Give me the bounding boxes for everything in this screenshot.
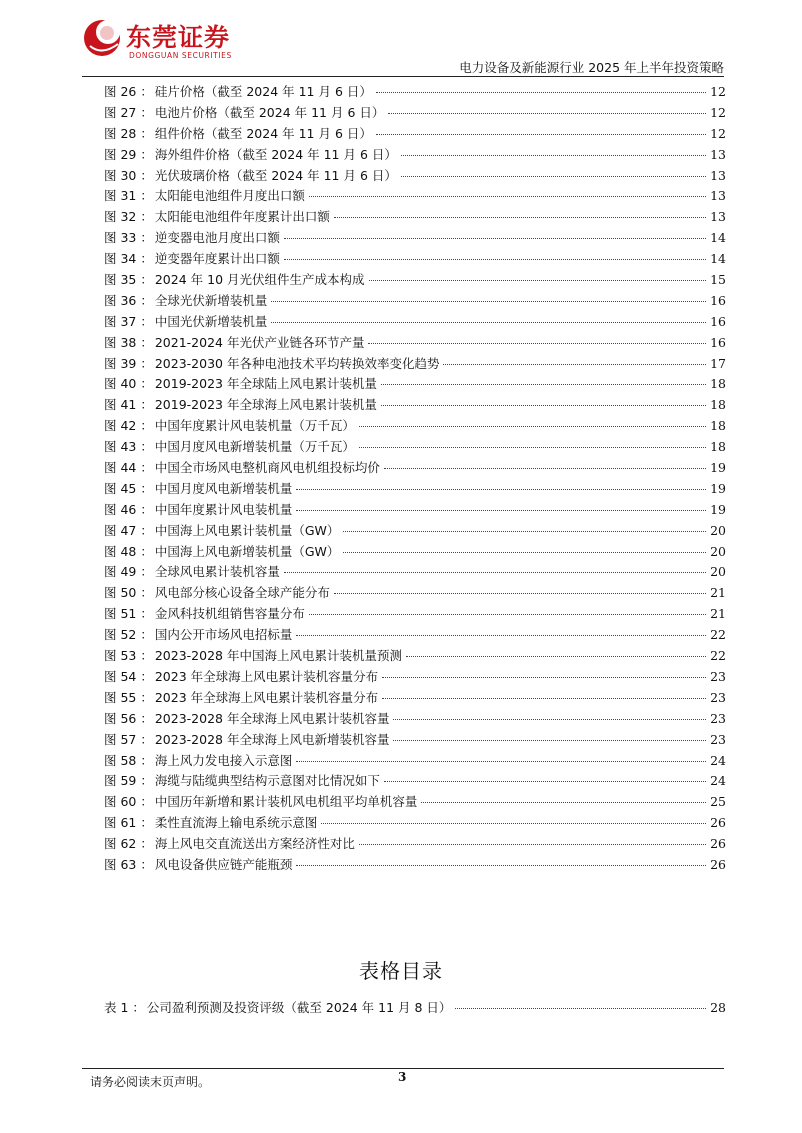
- toc-entry-page: 21: [710, 585, 726, 601]
- toc-entry-page: 24: [710, 773, 726, 789]
- toc-entry[interactable]: [104, 751, 726, 772]
- tables-section-heading: 表格目录: [359, 959, 443, 983]
- toc-entry-title: 柔性直流海上输电系统示意图: [154, 815, 318, 831]
- toc-entry-label: 图 37 ：: [104, 313, 153, 329]
- toc-entry-label: 图 34 ：: [104, 251, 153, 267]
- toc-entry-title: 全球风电累计装机容量: [154, 564, 280, 580]
- toc-entry-label: 图 50 ：: [104, 585, 153, 601]
- toc-entry-title: 风电设备供应链产能瓶颈: [154, 856, 293, 872]
- toc-entry-page: 13: [710, 146, 726, 162]
- toc-entry[interactable]: [104, 437, 726, 458]
- toc-entry-label: 图 60 ：: [104, 794, 153, 810]
- toc-entry-page: 23: [710, 668, 726, 684]
- dot-leader: [421, 802, 706, 803]
- toc-entry[interactable]: [104, 855, 726, 876]
- toc-entry-page: 20: [710, 543, 726, 559]
- toc-entry[interactable]: [104, 207, 726, 228]
- dot-leader: [309, 196, 706, 197]
- toc-entry-title: 中国月度风电新增装机量（万千瓦）: [154, 439, 355, 455]
- toc-entry[interactable]: [104, 500, 726, 521]
- dot-leader: [382, 698, 706, 699]
- toc-entry-page: 20: [710, 564, 726, 580]
- dot-leader: [284, 259, 706, 260]
- dot-leader: [334, 593, 706, 594]
- toc-entry[interactable]: [104, 521, 726, 542]
- toc-entry[interactable]: [104, 124, 726, 145]
- toc-entry-label: 图 61 ：: [104, 815, 153, 831]
- toc-entry-title: 全球光伏新增装机量: [154, 292, 268, 308]
- dot-leader: [401, 155, 706, 156]
- toc-entry[interactable]: [104, 82, 726, 103]
- dot-leader: [384, 468, 706, 469]
- dot-leader: [368, 343, 706, 344]
- toc-entry-label: 图 35 ：: [104, 272, 153, 288]
- toc-entry-label: 图 49 ：: [104, 564, 153, 580]
- logo-english-name: DONGGUAN SECURITIES: [129, 51, 232, 60]
- toc-entry-page: 23: [710, 689, 726, 705]
- toc-entry-title: 电池片价格（截至 2024 年 11 月 6 日）: [154, 104, 385, 120]
- toc-entry-label: 图 51 ：: [104, 606, 153, 622]
- toc-entry-title: 2024 年 10 月光伏组件生产成本构成: [154, 272, 365, 288]
- toc-entry-label: 图 47 ：: [104, 522, 153, 538]
- toc-entry-page: 23: [710, 731, 726, 747]
- toc-entry-page: 18: [710, 418, 726, 434]
- toc-entry-page: 22: [710, 648, 726, 664]
- dot-leader: [334, 217, 706, 218]
- toc-entry[interactable]: [104, 270, 726, 291]
- toc-entry-label: 图 57 ：: [104, 731, 153, 747]
- toc-entry-label: 图 56 ：: [104, 710, 153, 726]
- toc-entry-title: 2023-2028 年全球海上风电新增装机容量: [154, 731, 390, 747]
- toc-entry-label: 表 1 ：: [104, 1000, 145, 1015]
- toc-entry-label: 图 28 ：: [104, 125, 153, 141]
- toc-entry-title: 2023-2028 年中国海上风电累计装机量预测: [154, 648, 402, 664]
- toc-entry[interactable]: [104, 813, 726, 834]
- toc-entry[interactable]: [104, 688, 726, 709]
- logo-mark-icon: [82, 16, 126, 60]
- toc-entry-page: 16: [710, 292, 726, 308]
- toc-entry-label: 图 54 ：: [104, 668, 153, 684]
- dot-leader: [388, 113, 706, 114]
- toc-entry-title: 2023-2028 年全球海上风电累计装机容量: [154, 710, 390, 726]
- toc-entry-title: 中国历年新增和累计装机风电机组平均单机容量: [154, 794, 418, 810]
- toc-entry-page: 17: [710, 355, 726, 371]
- toc-entry-title: 逆变器年度累计出口额: [154, 251, 280, 267]
- dot-leader: [381, 384, 706, 385]
- toc-entry-page: 13: [710, 188, 726, 204]
- toc-entry-title: 中国全市场风电整机商风电机组投标均价: [154, 460, 380, 476]
- toc-entry-page: 19: [710, 501, 726, 517]
- toc-entry-page: 23: [710, 710, 726, 726]
- toc-entry-title: 太阳能电池组件月度出口额: [154, 188, 305, 204]
- toc-entry[interactable]: [104, 166, 726, 187]
- toc-entry-label: 图 32 ：: [104, 209, 153, 225]
- dot-leader: [369, 280, 707, 281]
- toc-entry-title: 海外组件价格（截至 2024 年 11 月 6 日）: [154, 146, 397, 162]
- toc-entry-page: 13: [710, 209, 726, 225]
- toc-entry[interactable]: [104, 646, 726, 667]
- toc-entry-page: 21: [710, 606, 726, 622]
- toc-entry-page: 12: [710, 84, 726, 99]
- toc-entry-title: 中国年度累计风电装机量: [154, 501, 293, 517]
- dot-leader: [359, 447, 706, 448]
- dot-leader: [455, 1008, 706, 1009]
- toc-entry-label: 图 59 ：: [104, 773, 153, 789]
- toc-entry[interactable]: [104, 186, 726, 207]
- table-list: [104, 998, 726, 1019]
- dot-leader: [376, 134, 706, 135]
- dot-leader: [384, 781, 706, 782]
- toc-entry-title: 光伏玻璃价格（截至 2024 年 11 月 6 日）: [154, 167, 397, 183]
- toc-entry-page: 28: [710, 1000, 726, 1015]
- dot-leader: [309, 614, 706, 615]
- dot-leader: [343, 552, 706, 553]
- dot-leader: [401, 176, 706, 177]
- page-header: [0, 0, 802, 80]
- toc-entry[interactable]: [104, 583, 726, 604]
- dot-leader: [271, 322, 706, 323]
- toc-entry[interactable]: [104, 291, 726, 312]
- toc-entry-page: 16: [710, 334, 726, 350]
- toc-entry-page: 18: [710, 397, 726, 413]
- toc-entry-page: 14: [710, 230, 726, 246]
- toc-entry-label: 图 43 ：: [104, 439, 153, 455]
- header-divider: [82, 76, 724, 77]
- dot-leader: [296, 865, 706, 866]
- toc-entry-page: 20: [710, 522, 726, 538]
- toc-entry[interactable]: [104, 998, 726, 1019]
- page-number: 3: [398, 1070, 407, 1084]
- toc-entry-page: 15: [710, 272, 726, 288]
- toc-entry-page: 19: [710, 480, 726, 496]
- toc-entry-label: 图 38 ：: [104, 334, 153, 350]
- toc-entry-label: 图 52 ：: [104, 627, 153, 643]
- toc-entry-title: 中国海上风电新增装机量（GW）: [154, 543, 340, 559]
- toc-entry-title: 中国年度累计风电装机量（万千瓦）: [154, 418, 355, 434]
- dot-leader: [296, 510, 706, 511]
- toc-entry-label: 图 44 ：: [104, 460, 153, 476]
- toc-entry-label: 图 53 ：: [104, 648, 153, 664]
- toc-entry[interactable]: [104, 354, 726, 375]
- dot-leader: [284, 238, 706, 239]
- dot-leader: [296, 635, 706, 636]
- toc-entry-title: 中国海上风电累计装机量（GW）: [154, 522, 340, 538]
- toc-entry[interactable]: [104, 730, 726, 751]
- toc-entry-title: 中国月度风电新增装机量: [154, 480, 293, 496]
- dot-leader: [382, 677, 706, 678]
- toc-entry-title: 2019-2023 年全球陆上风电累计装机量: [154, 376, 377, 392]
- toc-entry-page: 14: [710, 251, 726, 267]
- toc-entry[interactable]: [104, 542, 726, 563]
- toc-entry-page: 25: [710, 794, 726, 810]
- toc-entry-title: 风电部分核心设备全球产能分布: [154, 585, 330, 601]
- toc-entry[interactable]: [104, 145, 726, 166]
- toc-entry[interactable]: [104, 103, 726, 124]
- toc-entry-page: 18: [710, 439, 726, 455]
- toc-entry-page: 13: [710, 167, 726, 183]
- toc-entry-label: 图 45 ：: [104, 480, 153, 496]
- dot-leader: [443, 364, 706, 365]
- toc-entry[interactable]: [104, 458, 726, 479]
- dot-leader: [271, 301, 706, 302]
- toc-entry-page: 19: [710, 460, 726, 476]
- toc-entry-title: 硅片价格（截至 2024 年 11 月 6 日）: [154, 84, 372, 99]
- toc-entry-label: 图 26 ：: [104, 84, 153, 99]
- toc-entry[interactable]: [104, 667, 726, 688]
- toc-entry[interactable]: [104, 604, 726, 625]
- toc-entry[interactable]: [104, 562, 726, 583]
- toc-entry-title: 海上风电交直流送出方案经济性对比: [154, 836, 355, 852]
- dot-leader: [321, 823, 706, 824]
- dot-leader: [343, 531, 706, 532]
- toc-entry-page: 16: [710, 313, 726, 329]
- logo-chinese-name: 东莞证券: [126, 23, 231, 52]
- toc-entry-title: 2023 年全球海上风电累计装机容量分布: [154, 689, 379, 705]
- toc-entry-title: 国内公开市场风电招标量: [154, 627, 293, 643]
- toc-entry-title: 太阳能电池组件年度累计出口额: [154, 209, 330, 225]
- toc-entry-label: 图 30 ：: [104, 167, 153, 183]
- toc-entry-title: 公司盈利预测及投资评级（截至 2024 年 11 月 8 日）: [146, 1000, 452, 1015]
- dot-leader: [296, 489, 706, 490]
- dot-leader: [376, 92, 706, 93]
- toc-entry[interactable]: [104, 792, 726, 813]
- toc-entry-label: 图 27 ：: [104, 104, 153, 120]
- toc-entry-title: 金风科技机组销售容量分布: [154, 606, 305, 622]
- toc-entry[interactable]: [104, 374, 726, 395]
- toc-entry-label: 图 55 ：: [104, 689, 153, 705]
- toc-entry[interactable]: [104, 395, 726, 416]
- dot-leader: [284, 572, 706, 573]
- toc-entry[interactable]: [104, 834, 726, 855]
- toc-entry[interactable]: [104, 333, 726, 354]
- report-title: 电力设备及新能源行业 2025 年上半年投资策略: [459, 60, 724, 75]
- dot-leader: [393, 719, 706, 720]
- dot-leader: [393, 740, 706, 741]
- toc-entry-label: 图 40 ：: [104, 376, 153, 392]
- toc-entry-label: 图 63 ：: [104, 856, 153, 872]
- toc-entry-page: 22: [710, 627, 726, 643]
- dot-leader: [381, 405, 706, 406]
- toc-entry[interactable]: [104, 249, 726, 270]
- toc-entry-title: 中国光伏新增装机量: [154, 313, 268, 329]
- toc-entry[interactable]: [104, 709, 726, 730]
- toc-entry[interactable]: [104, 479, 726, 500]
- toc-entry-page: 12: [710, 104, 726, 120]
- toc-entry-label: 图 36 ：: [104, 292, 153, 308]
- dot-leader: [406, 656, 706, 657]
- toc-entry-label: 图 39 ：: [104, 355, 153, 371]
- toc-entry-label: 图 46 ：: [104, 501, 153, 517]
- toc-entry[interactable]: [104, 771, 726, 792]
- toc-entry-label: 图 29 ：: [104, 146, 153, 162]
- toc-entry-label: 图 33 ：: [104, 230, 153, 246]
- toc-entry-title: 2023-2030 年各种电池技术平均转换效率变化趋势: [154, 355, 440, 371]
- toc-entry-label: 图 62 ：: [104, 836, 153, 852]
- dot-leader: [359, 426, 706, 427]
- toc-entry-title: 海缆与陆缆典型结构示意图对比情况如下: [154, 773, 380, 789]
- figure-list: [104, 82, 726, 876]
- toc-entry[interactable]: [104, 312, 726, 333]
- toc-entry-page: 24: [710, 752, 726, 768]
- toc-entry-label: 图 42 ：: [104, 418, 153, 434]
- toc-entry-page: 26: [710, 815, 726, 831]
- toc-entry-title: 2021-2024 年光伏产业链各环节产量: [154, 334, 365, 350]
- toc-entry-page: 26: [710, 836, 726, 852]
- toc-entry-label: 图 48 ：: [104, 543, 153, 559]
- toc-entry-label: 图 31 ：: [104, 188, 153, 204]
- toc-entry-page: 26: [710, 856, 726, 872]
- toc-entry-title: 2019-2023 年全球海上风电累计装机量: [154, 397, 377, 413]
- dot-leader: [296, 761, 706, 762]
- toc-entry-title: 逆变器电池月度出口额: [154, 230, 280, 246]
- toc-entry-page: 18: [710, 376, 726, 392]
- toc-entry-label: 图 41 ：: [104, 397, 153, 413]
- toc-entry-title: 组件价格（截至 2024 年 11 月 6 日）: [154, 125, 372, 141]
- toc-entry-page: 12: [710, 125, 726, 141]
- company-logo: [82, 16, 232, 66]
- dot-leader: [359, 844, 706, 845]
- toc-entry[interactable]: [104, 416, 726, 437]
- disclaimer-note: 请务必阅读末页声明。: [90, 1075, 211, 1089]
- toc-entry-label: 图 58 ：: [104, 752, 153, 768]
- footer-divider: [82, 1068, 724, 1069]
- toc-entry[interactable]: [104, 625, 726, 646]
- toc-entry-title: 2023 年全球海上风电累计装机容量分布: [154, 668, 379, 684]
- toc-entry-title: 海上风力发电接入示意图: [154, 752, 293, 768]
- toc-entry[interactable]: [104, 228, 726, 249]
